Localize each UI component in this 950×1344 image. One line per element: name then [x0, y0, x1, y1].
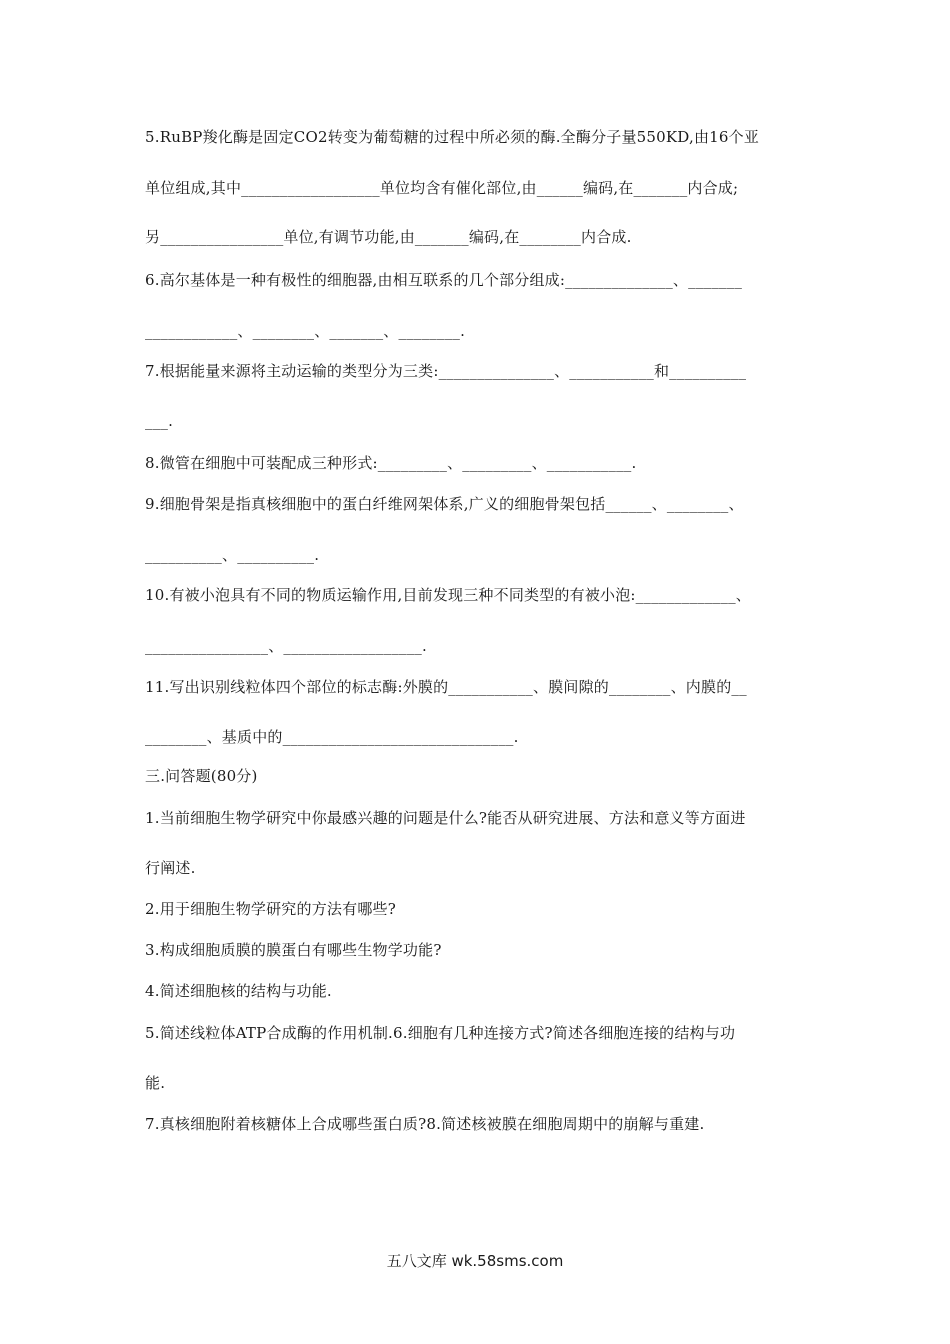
question-5-line-1: 5.RuBP羧化酶是固定CO2转变为葡萄糖的过程中所必须的酶.全酶分子量550KD,由16个亚 [145, 128, 760, 146]
question-6-line-1: 6.高尔基体是一种有极性的细胞器,由相互联系的几个部分组成:______________、_______ [145, 271, 743, 289]
question-8-line-1: 8.微管在细胞中可装配成三种形式:_________、_________、___________. [145, 454, 637, 472]
question-5-line-2: 单位组成,其中__________________单位均含有催化部位,由______编码,在_______内合成; [145, 179, 739, 197]
qa-question-4: 4.简述细胞核的结构与功能. [145, 982, 332, 1000]
qa-question-5-6-line-2: 能. [145, 1074, 166, 1092]
section-heading-qa: 三.问答题(80分) [145, 767, 258, 785]
qa-question-7-8: 7.真核细胞附着核糖体上合成哪些蛋白质?8.简述核被膜在细胞周期中的崩解与重建. [145, 1115, 705, 1133]
qa-question-2: 2.用于细胞生物学研究的方法有哪些? [145, 900, 396, 918]
question-11-line-1: 11.写出识别线粒体四个部位的标志酶:外膜的___________、膜间隙的________、内膜的__ [145, 678, 747, 696]
qa-question-3: 3.构成细胞质膜的膜蛋白有哪些生物学功能? [145, 941, 442, 959]
question-6-line-2: ____________、________、_______、________. [145, 322, 466, 340]
question-9-line-2: __________、__________. [145, 546, 320, 564]
qa-question-1-line-1: 1.当前细胞生物学研究中你最感兴趣的问题是什么?能否从研究进展、方法和意义等方面进 [145, 809, 746, 827]
qa-question-1-line-2: 行阐述. [145, 859, 196, 877]
question-5-line-3: 另________________单位,有调节功能,由_______编码,在________内合成. [145, 228, 632, 246]
question-7-line-2: ___. [145, 412, 174, 430]
question-10-line-2: ________________、__________________. [145, 637, 427, 655]
question-11-line-2: ________、基质中的______________________________. [145, 728, 519, 746]
question-9-line-1: 9.细胞骨架是指真核细胞中的蛋白纤维网架体系,广义的细胞骨架包括______、________、 [145, 495, 744, 513]
footer-watermark: 五八文库 wk.58sms.com [386, 1252, 564, 1270]
qa-question-5-6-line-1: 5.简述线粒体ATP合成酶的作用机制.6.细胞有几种连接方式?简述各细胞连接的结构与功 [145, 1024, 736, 1042]
question-10-line-1: 10.有被小泡具有不同的物质运输作用,目前发现三种不同类型的有被小泡:_____________、 [145, 586, 751, 604]
question-7-line-1: 7.根据能量来源将主动运输的类型分为三类:_______________、___________和__________ [145, 362, 747, 380]
